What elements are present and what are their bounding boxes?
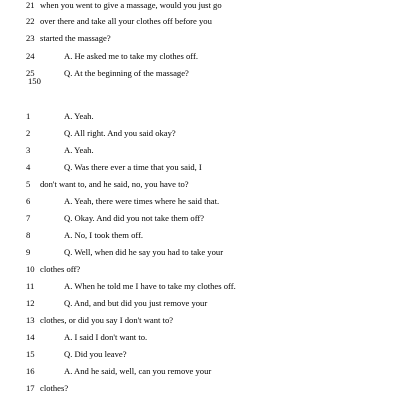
line-number: 7 — [26, 213, 31, 223]
line-number: 2 — [26, 128, 31, 138]
line-number: 9 — [26, 247, 31, 257]
line-text: Q. Well, when did he say you had to take your — [64, 247, 224, 257]
transcript-line — [0, 247, 400, 261]
line-number: 3 — [26, 145, 31, 155]
line-number: 1 — [26, 111, 31, 121]
transcript-line — [0, 145, 400, 159]
line-number: 25 — [26, 68, 35, 78]
line-number: 10 — [26, 264, 35, 274]
line-text: A. Yeah. — [64, 111, 94, 121]
transcript-line — [0, 51, 400, 65]
line-text: clothes off? — [40, 264, 81, 274]
transcript-line — [0, 33, 400, 47]
line-number: 11 — [26, 281, 35, 291]
transcript-line — [0, 16, 400, 30]
line-text: Q. Did you leave? — [64, 349, 127, 359]
line-number: 12 — [26, 298, 35, 308]
line-text: A. Yeah, there were times where he said that. — [64, 196, 220, 206]
line-text: when you went to give a massage, would you just go — [40, 0, 222, 10]
line-number: 22 — [26, 16, 35, 26]
line-text: clothes, or did you say I don't want to? — [40, 315, 174, 325]
line-number: 6 — [26, 196, 31, 206]
line-text: A. And he said, well, can you remove your — [64, 366, 212, 376]
line-text: A. When he told me I have to take my clothes off. — [64, 281, 236, 291]
line-text: Q. At the beginning of the massage? — [64, 68, 189, 78]
line-number: 17 — [26, 383, 35, 393]
line-number: 4 — [26, 162, 31, 172]
transcript-line — [0, 264, 400, 278]
line-number: 15 — [26, 349, 35, 359]
line-text: A. Yeah. — [64, 145, 94, 155]
transcript-line — [0, 213, 400, 227]
transcript-line — [0, 383, 400, 397]
transcript-line — [0, 68, 400, 82]
transcript-line — [0, 111, 400, 125]
line-number: 8 — [26, 230, 31, 240]
transcript-line — [0, 315, 400, 329]
line-number: 23 — [26, 33, 35, 43]
transcript-line — [0, 366, 400, 380]
line-text: started the massage? — [40, 33, 111, 43]
line-number: 24 — [26, 51, 35, 61]
transcript-line — [0, 196, 400, 210]
transcript-line — [0, 162, 400, 176]
transcript-line — [0, 179, 400, 193]
line-text: A. No, I took them off. — [64, 230, 144, 240]
line-text: Q. Okay. And did you not take them off? — [64, 213, 205, 223]
line-number: 14 — [26, 332, 35, 342]
line-number: 21 — [26, 0, 35, 10]
line-text: Q. Was there ever a time that you said, I — [64, 162, 202, 172]
line-text: A. He asked me to take my clothes off. — [64, 51, 198, 61]
line-text: clothes? — [40, 383, 69, 393]
line-text: Q. And, and but did you just remove your — [64, 298, 208, 308]
transcript-line — [0, 298, 400, 312]
transcript-line — [0, 349, 400, 363]
line-text: don't want to, and he said, no, you have to? — [40, 179, 189, 189]
line-number: 5 — [26, 179, 31, 189]
line-text: Q. All right. And you said okay? — [64, 128, 176, 138]
transcript-line — [0, 128, 400, 142]
transcript-line — [0, 230, 400, 244]
transcript-line — [0, 332, 400, 346]
line-text: A. I said I don't want to. — [64, 332, 148, 342]
transcript-line — [0, 281, 400, 295]
line-text: over there and take all your clothes off before you — [40, 16, 212, 26]
transcript-line — [0, 0, 400, 14]
line-number: 13 — [26, 315, 35, 325]
page-number: 150 — [28, 76, 41, 86]
line-number: 16 — [26, 366, 35, 376]
